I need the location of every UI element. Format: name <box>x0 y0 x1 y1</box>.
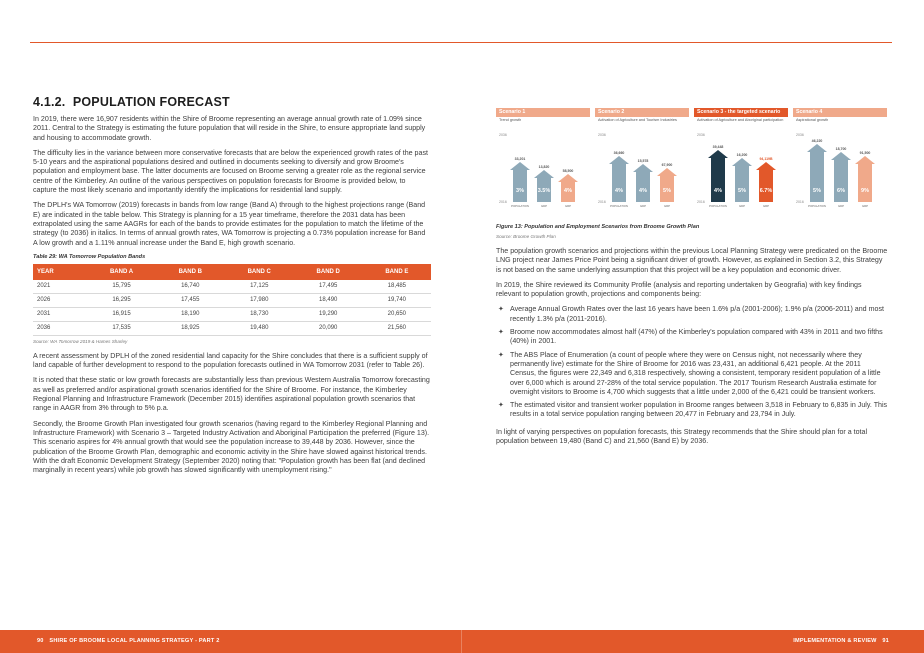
top-rule <box>30 42 892 43</box>
scenario-title: Scenario 2 <box>595 108 689 117</box>
cell: 17,495 <box>294 280 363 294</box>
cell: 17,535 <box>87 321 155 335</box>
scenario-arrows <box>793 130 887 210</box>
metric-label: POPULATION <box>610 204 628 208</box>
cell: 2036 <box>33 321 87 335</box>
metric-label: POPULATION <box>709 204 727 208</box>
year-label: 2016 <box>598 200 606 204</box>
metric-label: GDP <box>738 204 746 208</box>
paragraph: In light of varying perspectives on population forecasts, this Strategy recommends that the Shire should plan for a total population between 19,480 (Band C) and 21,560 (Band E) by 2036. <box>496 427 868 446</box>
bullet-icon: ✦ <box>498 306 504 314</box>
cell: 18,925 <box>156 321 225 335</box>
footer-divider <box>461 630 462 653</box>
section-number: 4.1.2. <box>33 95 66 109</box>
growth-arrow <box>855 156 875 202</box>
value-label: 91,500 <box>859 151 871 155</box>
cell: 20,650 <box>363 307 431 321</box>
growth-rate-label: 5% <box>738 188 746 194</box>
value-label: 67,900 <box>661 163 673 167</box>
bullet-icon: ✦ <box>498 402 504 410</box>
growth-rate-label: 5% <box>813 188 821 194</box>
scenario-title: Scenario 3 - the targeted scenario <box>694 108 788 117</box>
year-label: 2016 <box>697 200 705 204</box>
table-row <box>33 280 431 294</box>
value-label: 94,119B <box>759 157 773 161</box>
value-label: 18,700 <box>835 147 847 151</box>
scenario-subtitle: Trend growth <box>499 118 522 122</box>
list-item-text: Broome now accommodates almost half (47%) of the Kimberley's population compared with 43% in 2011 and two fifths (40%) in 2001. <box>510 328 883 346</box>
paragraph: The DPLH's WA Tomorrow (2019) forecasts in bands from low range (Band A) through to the highest projections range (Band E) are indicated in the table below. This Strategy is planning for a 15 year timeframe, therefore the 2031 data has been extrapolated using the same AAGRs for each of the bands to provide estimates for the population to match the lifetime of the strategy (to 2036) in italics. In terms of annual growth rates, WA Tomorrow is projecting a 0.73% population increase for Band A low growth and a 1.11% annual increase under the Band E, high growth scenario. <box>33 201 426 247</box>
metric-label: GDP <box>837 204 845 208</box>
cell: 17,125 <box>225 280 294 294</box>
paragraph: Secondly, the Broome Growth Plan investigated four growth scenarios (having regard to the Kimberley Regional Planning and Infrastructure Framework) with Scenario 3 – Targeted Industry Activation and Aboriginal Participation the preferred (Figure 13). This scenario aspires for 4% annual growth that would see the population increase to 39,448 by 2036. However, since the publication of the Broome Growth Plan, demographic and economic activity in the Shire have slowed against historical trends. With the draft Economic Development Strategy (September 2020) noting that: "Population growth has been flat (and declined marginally in recent years) while job growth has slowed significantly with unemployment rising." <box>33 419 430 475</box>
cell: 2021 <box>33 280 87 294</box>
section-title: POPULATION FORECAST <box>72 95 230 109</box>
metric-label: POPULATION <box>511 204 529 208</box>
growth-rate-label: 4% <box>564 188 572 194</box>
growth-rate-label: 5% <box>663 188 671 194</box>
scenario-panel <box>793 108 887 210</box>
bullet-icon: ✦ <box>498 351 504 359</box>
value-label: 39,448 <box>712 145 724 149</box>
paragraph: The difficulty lies in the variance between more conservative forecasts that are below the experienced growth rates of the past 5-10 years and the aspirational populations desired and outlined in documents seeking to diversify and grow Broome's population and employment base. The latter documents are focused on Broome serving a greater role as the regional service centre of the Kimberley. An outline of the various perspectives on population forecasts for Broome is provided below, to capture the most likely scenario and importantly identify the implications for residential land supply. <box>33 148 428 195</box>
year-label: 2016 <box>796 200 804 204</box>
table-header-row <box>33 264 431 280</box>
document-title: SHIRE OF BROOME LOCAL PLANNING STRATEGY - PART 2 <box>49 638 220 644</box>
col-header: BAND C <box>225 264 294 280</box>
growth-rate-label: 4% <box>639 188 647 194</box>
scenario-panel <box>694 108 788 210</box>
cell: 19,290 <box>294 307 363 321</box>
list-item-text: Average Annual Growth Rates over the last 16 years have been 1.6% p/a (2001-2006); 1.9% p/a (2006-2011) and most recently 1.3% p/a (2011-2016). <box>510 305 884 323</box>
cell: 19,480 <box>225 321 294 335</box>
metric-label: GDP <box>540 204 548 208</box>
cell: 15,795 <box>87 280 155 294</box>
cell: 16,740 <box>156 280 225 294</box>
scenario-subtitle: Aspirational growth <box>796 118 829 122</box>
left-column <box>33 95 431 481</box>
growth-arrow <box>534 170 554 202</box>
scenario-arrows <box>595 130 689 210</box>
growth-rate-label: 9% <box>861 188 869 194</box>
cell: 21,560 <box>363 321 431 335</box>
value-label: 46,220 <box>811 139 823 143</box>
footer-left <box>33 638 220 644</box>
year-label: 2036 <box>598 133 606 137</box>
value-label: 15,578 <box>637 159 649 163</box>
growth-rate-label: 3% <box>516 188 524 194</box>
growth-arrow <box>510 162 530 202</box>
growth-rate-label: 4% <box>615 188 623 194</box>
scenario-subtitle: Activation of Agriculture and Aboriginal participation <box>697 118 784 122</box>
cell: 2031 <box>33 307 87 321</box>
col-header: YEAR <box>33 264 87 280</box>
value-label: 58,500 <box>562 169 574 173</box>
table-row <box>33 307 431 321</box>
footer-right <box>793 638 893 644</box>
metric-label: POPULATION <box>808 204 826 208</box>
growth-rate-label: 3.5% <box>537 188 551 194</box>
cell: 17,980 <box>225 293 294 307</box>
cell: 18,730 <box>225 307 294 321</box>
year-label: 2016 <box>499 200 507 204</box>
list-item-text: The ABS Place of Enumeration (a count of people where they were on Census night, not necessarily where they permanently live) estimate for the Shire of Broome for 2016 was 23,431, an additional 6,421 people. At the 2011 Census, the figures were 22,349 and 6,318 respectively, showing a consistent, temporary resident population of a little over 6,000 which is around 27-28% of the total service population. The 2017 Tourism Research Australia estimate for overnight visitors to Broome is 4,700 which suggests that a little under 2,000 of the 6,421 could be transient workers. <box>510 350 881 396</box>
cell: 18,490 <box>294 293 363 307</box>
right-column <box>496 108 888 452</box>
metric-label: GRP <box>663 204 671 208</box>
value-label: 16,200 <box>736 153 748 157</box>
col-header: BAND D <box>294 264 363 280</box>
table-row <box>33 293 431 307</box>
growth-rate-label: 6% <box>837 188 845 194</box>
scenario-subtitle: Activation of Agriculture and Tourism Industries <box>598 118 677 122</box>
scenario-panel <box>595 108 689 210</box>
list-item-text: The estimated visitor and transient worker population in Broome ranges between 3,518 in February to 6,835 in July. This results in a total service population ranging between 20,477 in February and 23,794 in July. <box>510 401 888 419</box>
col-header: BAND B <box>156 264 225 280</box>
cell: 16,915 <box>87 307 155 321</box>
growth-arrow <box>831 152 851 202</box>
value-label: 33,201 <box>514 157 526 161</box>
col-header: BAND E <box>363 264 431 280</box>
cell: 20,090 <box>294 321 363 335</box>
list-item <box>496 351 888 397</box>
cell: 2026 <box>33 293 87 307</box>
paragraph: In 2019, there were 16,907 residents within the Shire of Broome representing an average annual growth rate of 1.09% since 2011. Central to the Strategy is estimating the future population that will reside in the Shire, to ensure appropriate land supply and housing to accommodate growth. <box>33 115 426 142</box>
metric-label: GRP <box>564 204 572 208</box>
scenario-panel <box>496 108 590 210</box>
table-caption: Table 29: WA Tomorrow Population Bands <box>33 253 146 260</box>
paragraph: In 2019, the Shire reviewed its Community Profile (analysis and reporting undertaken by Geografia) with key findings relevant to population growth, projections and components being: <box>496 280 862 299</box>
cell: 19,740 <box>363 293 431 307</box>
paragraph: A recent assessment by DPLH of the zoned residential land capacity for the Shire concludes that there is a sufficient supply of land capable of further development to respond to the population forecasts outlined in WA Tomorrow 2031 (refer to Table 26). <box>33 351 428 370</box>
metric-label: GRP <box>861 204 869 208</box>
table-source: Source: WA Tomorrow 2019 & Hames Sharley <box>33 338 128 344</box>
figure-source: Source: Broome Growth Plan <box>496 234 556 239</box>
scenario-title: Scenario 4 <box>793 108 887 117</box>
section-heading <box>33 95 431 109</box>
col-header: BAND A <box>87 264 155 280</box>
growth-arrow <box>609 156 629 202</box>
paragraph: The population growth scenarios and projections within the previous Local Planning Strategy were predicated on the Broome LNG project near James Price Point being a significant driver of growth. However, as explained in Section 3.2, this Strategy is not based on the same underlying assumption that this project will be a key population and economic driver. <box>496 247 888 274</box>
metric-label: GRP <box>762 204 770 208</box>
population-bands-table <box>33 264 431 336</box>
growth-arrow <box>756 162 776 202</box>
list-item <box>496 401 888 420</box>
page-footer <box>0 630 924 653</box>
value-label: 36,660 <box>613 151 625 155</box>
year-label: 2036 <box>499 133 507 137</box>
cell: 16,295 <box>87 293 155 307</box>
scenario-title: Scenario 1 <box>496 108 590 117</box>
paragraph: It is noted that these static or low growth forecasts are substantially less than previous Western Australia Tomorrow forecasting as well as preferred and/or aspirational growth scenarios identified for the Shire of Broome. For instance, the Kimberley Regional Planning and Infrastructure Framework (December 2015) identifies aspirational population growth scenarios that range in AAGR from 3% through to 5% p.a. <box>33 376 430 413</box>
bullet-icon: ✦ <box>498 329 504 337</box>
growth-rate-label: 6.7% <box>759 188 773 194</box>
growth-arrow <box>708 150 728 202</box>
cell: 18,190 <box>156 307 225 321</box>
findings-list <box>496 305 888 419</box>
year-label: 2036 <box>697 133 705 137</box>
page-number-left: 90 <box>37 638 44 644</box>
growth-arrow <box>732 158 752 202</box>
cell: 18,485 <box>363 280 431 294</box>
chapter-title: IMPLEMENTATION & REVIEW <box>793 638 877 644</box>
year-label: 2036 <box>796 133 804 137</box>
value-label: 13,820 <box>538 165 550 169</box>
list-item <box>496 305 888 324</box>
figure-caption: Figure 13: Population and Employment Scenarios from Broome Growth Plan <box>496 224 700 230</box>
page-number-right: 91 <box>882 638 889 644</box>
cell: 17,455 <box>156 293 225 307</box>
growth-rate-label: 4% <box>714 188 722 194</box>
list-item <box>496 328 888 347</box>
table-row <box>33 321 431 335</box>
growth-arrow <box>633 164 653 202</box>
growth-scenarios-figure <box>496 108 888 210</box>
scenario-arrows <box>496 130 590 210</box>
scenario-arrows <box>694 130 788 210</box>
metric-label: GDP <box>639 204 647 208</box>
growth-arrow <box>657 168 677 202</box>
